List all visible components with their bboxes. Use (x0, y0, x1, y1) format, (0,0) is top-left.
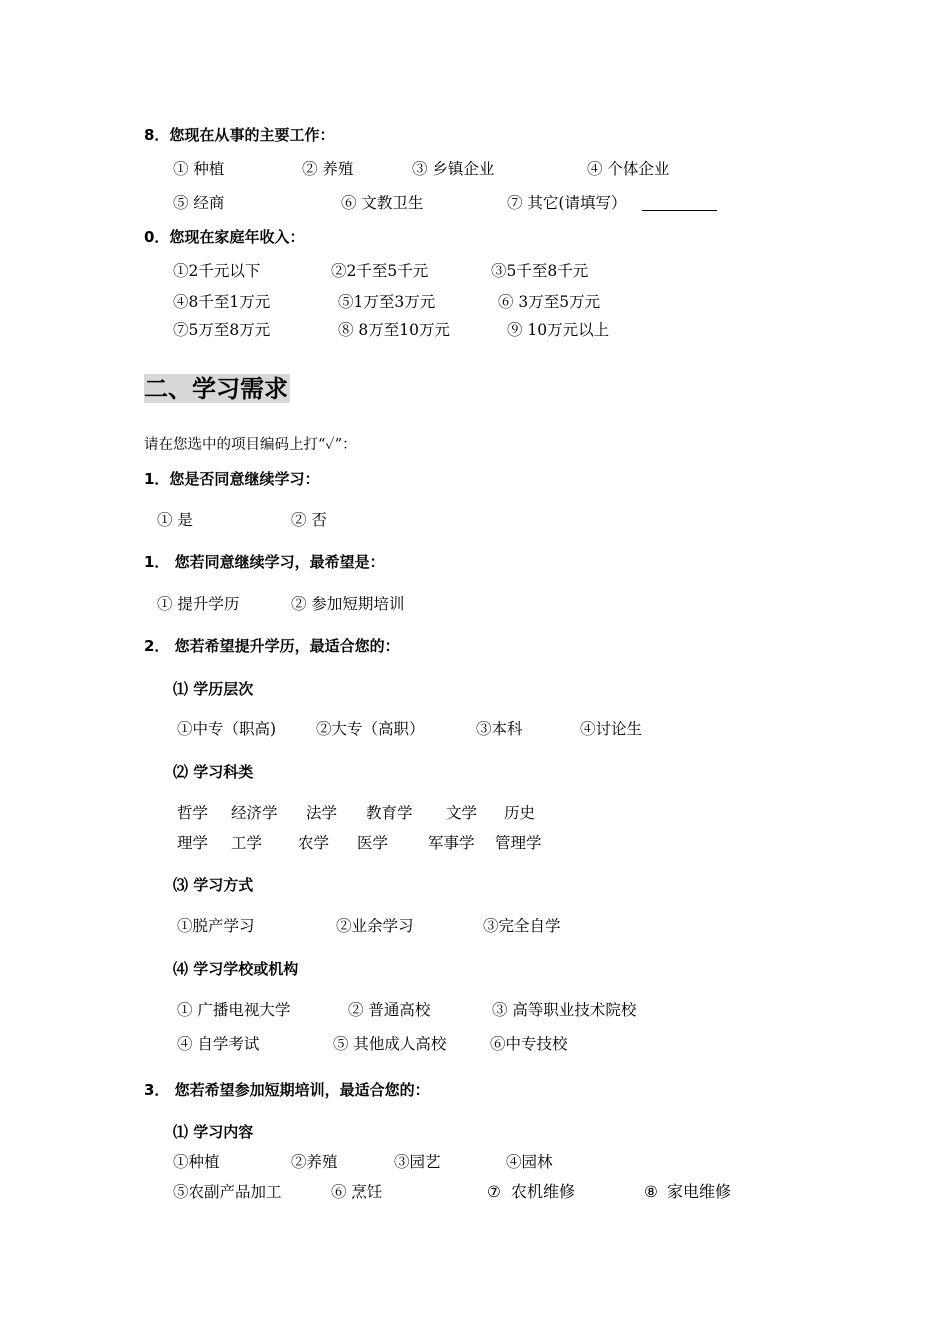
q8-fill-in-blank[interactable] (642, 210, 717, 211)
q2-sub4-option-5[interactable]: ⑤ 其他成人高校 (333, 1035, 447, 1053)
q2-sub1-option-3[interactable]: ③本科 (476, 720, 523, 738)
q9-option-3[interactable]: ③5千至8千元 (491, 262, 589, 280)
q2-sub4-option-3[interactable]: ③ 高等职业技术院校 (492, 1001, 637, 1019)
subject-option[interactable]: 工学 (231, 834, 263, 852)
q8-option-4[interactable]: ④ 个体企业 (587, 160, 670, 178)
q2-title: 2． 您若希望提升学历，最适合您的： (144, 637, 400, 655)
q2-sub3-option-1[interactable]: ①脱产学习 (177, 917, 255, 935)
q2-sub3-option-3[interactable]: ③完全自学 (483, 917, 561, 935)
q8-option-6[interactable]: ⑥ 文教卫生 (341, 194, 424, 212)
subject-option[interactable]: 农学 (298, 834, 330, 852)
subject-option[interactable]: 文学 (446, 804, 478, 822)
q2-sub4-option-2[interactable]: ② 普通高校 (348, 1001, 431, 1019)
q9-option-5[interactable]: ⑤1万至3万元 (338, 293, 436, 311)
q9-option-2[interactable]: ②2千至5千元 (331, 262, 429, 280)
q3-sub1-option-6[interactable]: ⑥ 烹饪 (331, 1183, 383, 1201)
q3-sub1-option-8-label[interactable]: 家电维修 (667, 1182, 732, 1201)
q9-title: 0．您现在家庭年收入： (144, 228, 305, 246)
q2-sub3-title: ⑶ 学习方式 (173, 876, 254, 894)
subject-option[interactable]: 理学 (177, 834, 209, 852)
q3-sub1-option-8-marker[interactable]: ⑧ (644, 1183, 658, 1201)
q2-sub4-option-6[interactable]: ⑥中专技校 (490, 1035, 568, 1053)
q2-sub4-title: ⑷ 学习学校或机构 (173, 960, 299, 978)
subject-option[interactable]: 经济学 (231, 804, 278, 822)
q8-title: 8．您现在从事的主要工作： (144, 126, 335, 144)
section-heading: 二、学习需求 (144, 375, 288, 403)
q8-option-3[interactable]: ③ 乡镇企业 (412, 160, 495, 178)
subject-option[interactable]: 管理学 (495, 834, 542, 852)
q9-option-1[interactable]: ①2千元以下 (173, 262, 261, 280)
q2-sub1-option-4[interactable]: ④讨论生 (580, 720, 643, 738)
q2-sub2-title: ⑵ 学习科类 (173, 763, 254, 781)
q3-sub1-option-3[interactable]: ③园艺 (394, 1153, 441, 1171)
q3-sub1-option-2[interactable]: ②养殖 (291, 1153, 338, 1171)
q9-option-4[interactable]: ④8千至1万元 (173, 293, 271, 311)
q8-option-7[interactable]: ⑦ 其它(请填写） (507, 194, 627, 212)
q8-option-5[interactable]: ⑤ 经商 (173, 194, 225, 212)
q8-option-2[interactable]: ② 养殖 (302, 160, 354, 178)
q2-sub3-option-2[interactable]: ②业余学习 (336, 917, 414, 935)
q3-sub1-option-4[interactable]: ④园林 (506, 1153, 553, 1171)
subject-option[interactable]: 历史 (504, 804, 536, 822)
q2-sub1-option-2[interactable]: ②大专（高职） (316, 720, 425, 738)
q9-option-7[interactable]: ⑦5万至8万元 (173, 321, 271, 339)
subject-option[interactable]: 法学 (306, 804, 338, 822)
q9-option-9[interactable]: ⑨ 10万元以上 (507, 321, 610, 339)
q9-option-6[interactable]: ⑥ 3万至5万元 (498, 293, 601, 311)
q8-option-1[interactable]: ① 种植 (173, 160, 225, 178)
q1-option-yes[interactable]: ① 是 (157, 511, 193, 529)
subject-option[interactable]: 哲学 (177, 804, 209, 822)
q3-sub1-option-5[interactable]: ⑤农副产品加工 (173, 1183, 282, 1201)
q3-sub1-option-1[interactable]: ①种植 (173, 1153, 220, 1171)
q3-title: 3． 您若希望参加短期培训，最适合您的： (144, 1081, 430, 1099)
subject-option[interactable]: 医学 (357, 834, 389, 852)
subject-option[interactable]: 军事学 (428, 834, 475, 852)
q1b-title: 1． 您若同意继续学习，最希望是： (144, 553, 385, 571)
q1-option-no[interactable]: ② 否 (291, 511, 327, 529)
instruction-text: 请在您选中的项目编码上打“✓”： (144, 437, 357, 453)
q1-title: 1．您是否同意继续学习： (144, 470, 320, 488)
q3-sub1-option-7-marker[interactable]: ⑦ (487, 1183, 501, 1201)
q2-sub4-option-1[interactable]: ① 广播电视大学 (177, 1001, 291, 1019)
q1b-option-training[interactable]: ② 参加短期培训 (291, 595, 405, 613)
q3-sub1-option-7-label[interactable]: 农机维修 (511, 1182, 576, 1201)
q2-sub4-option-4[interactable]: ④ 自学考试 (177, 1035, 260, 1053)
q2-sub1-option-1[interactable]: ①中专（职高) (177, 720, 277, 738)
q9-option-8[interactable]: ⑧ 8万至10万元 (338, 321, 451, 339)
q2-sub1-title: ⑴ 学历层次 (173, 680, 254, 698)
subject-option[interactable]: 教育学 (366, 804, 413, 822)
q3-sub1-title: ⑴ 学习内容 (173, 1123, 254, 1141)
q1b-option-degree[interactable]: ① 提升学历 (157, 595, 240, 613)
